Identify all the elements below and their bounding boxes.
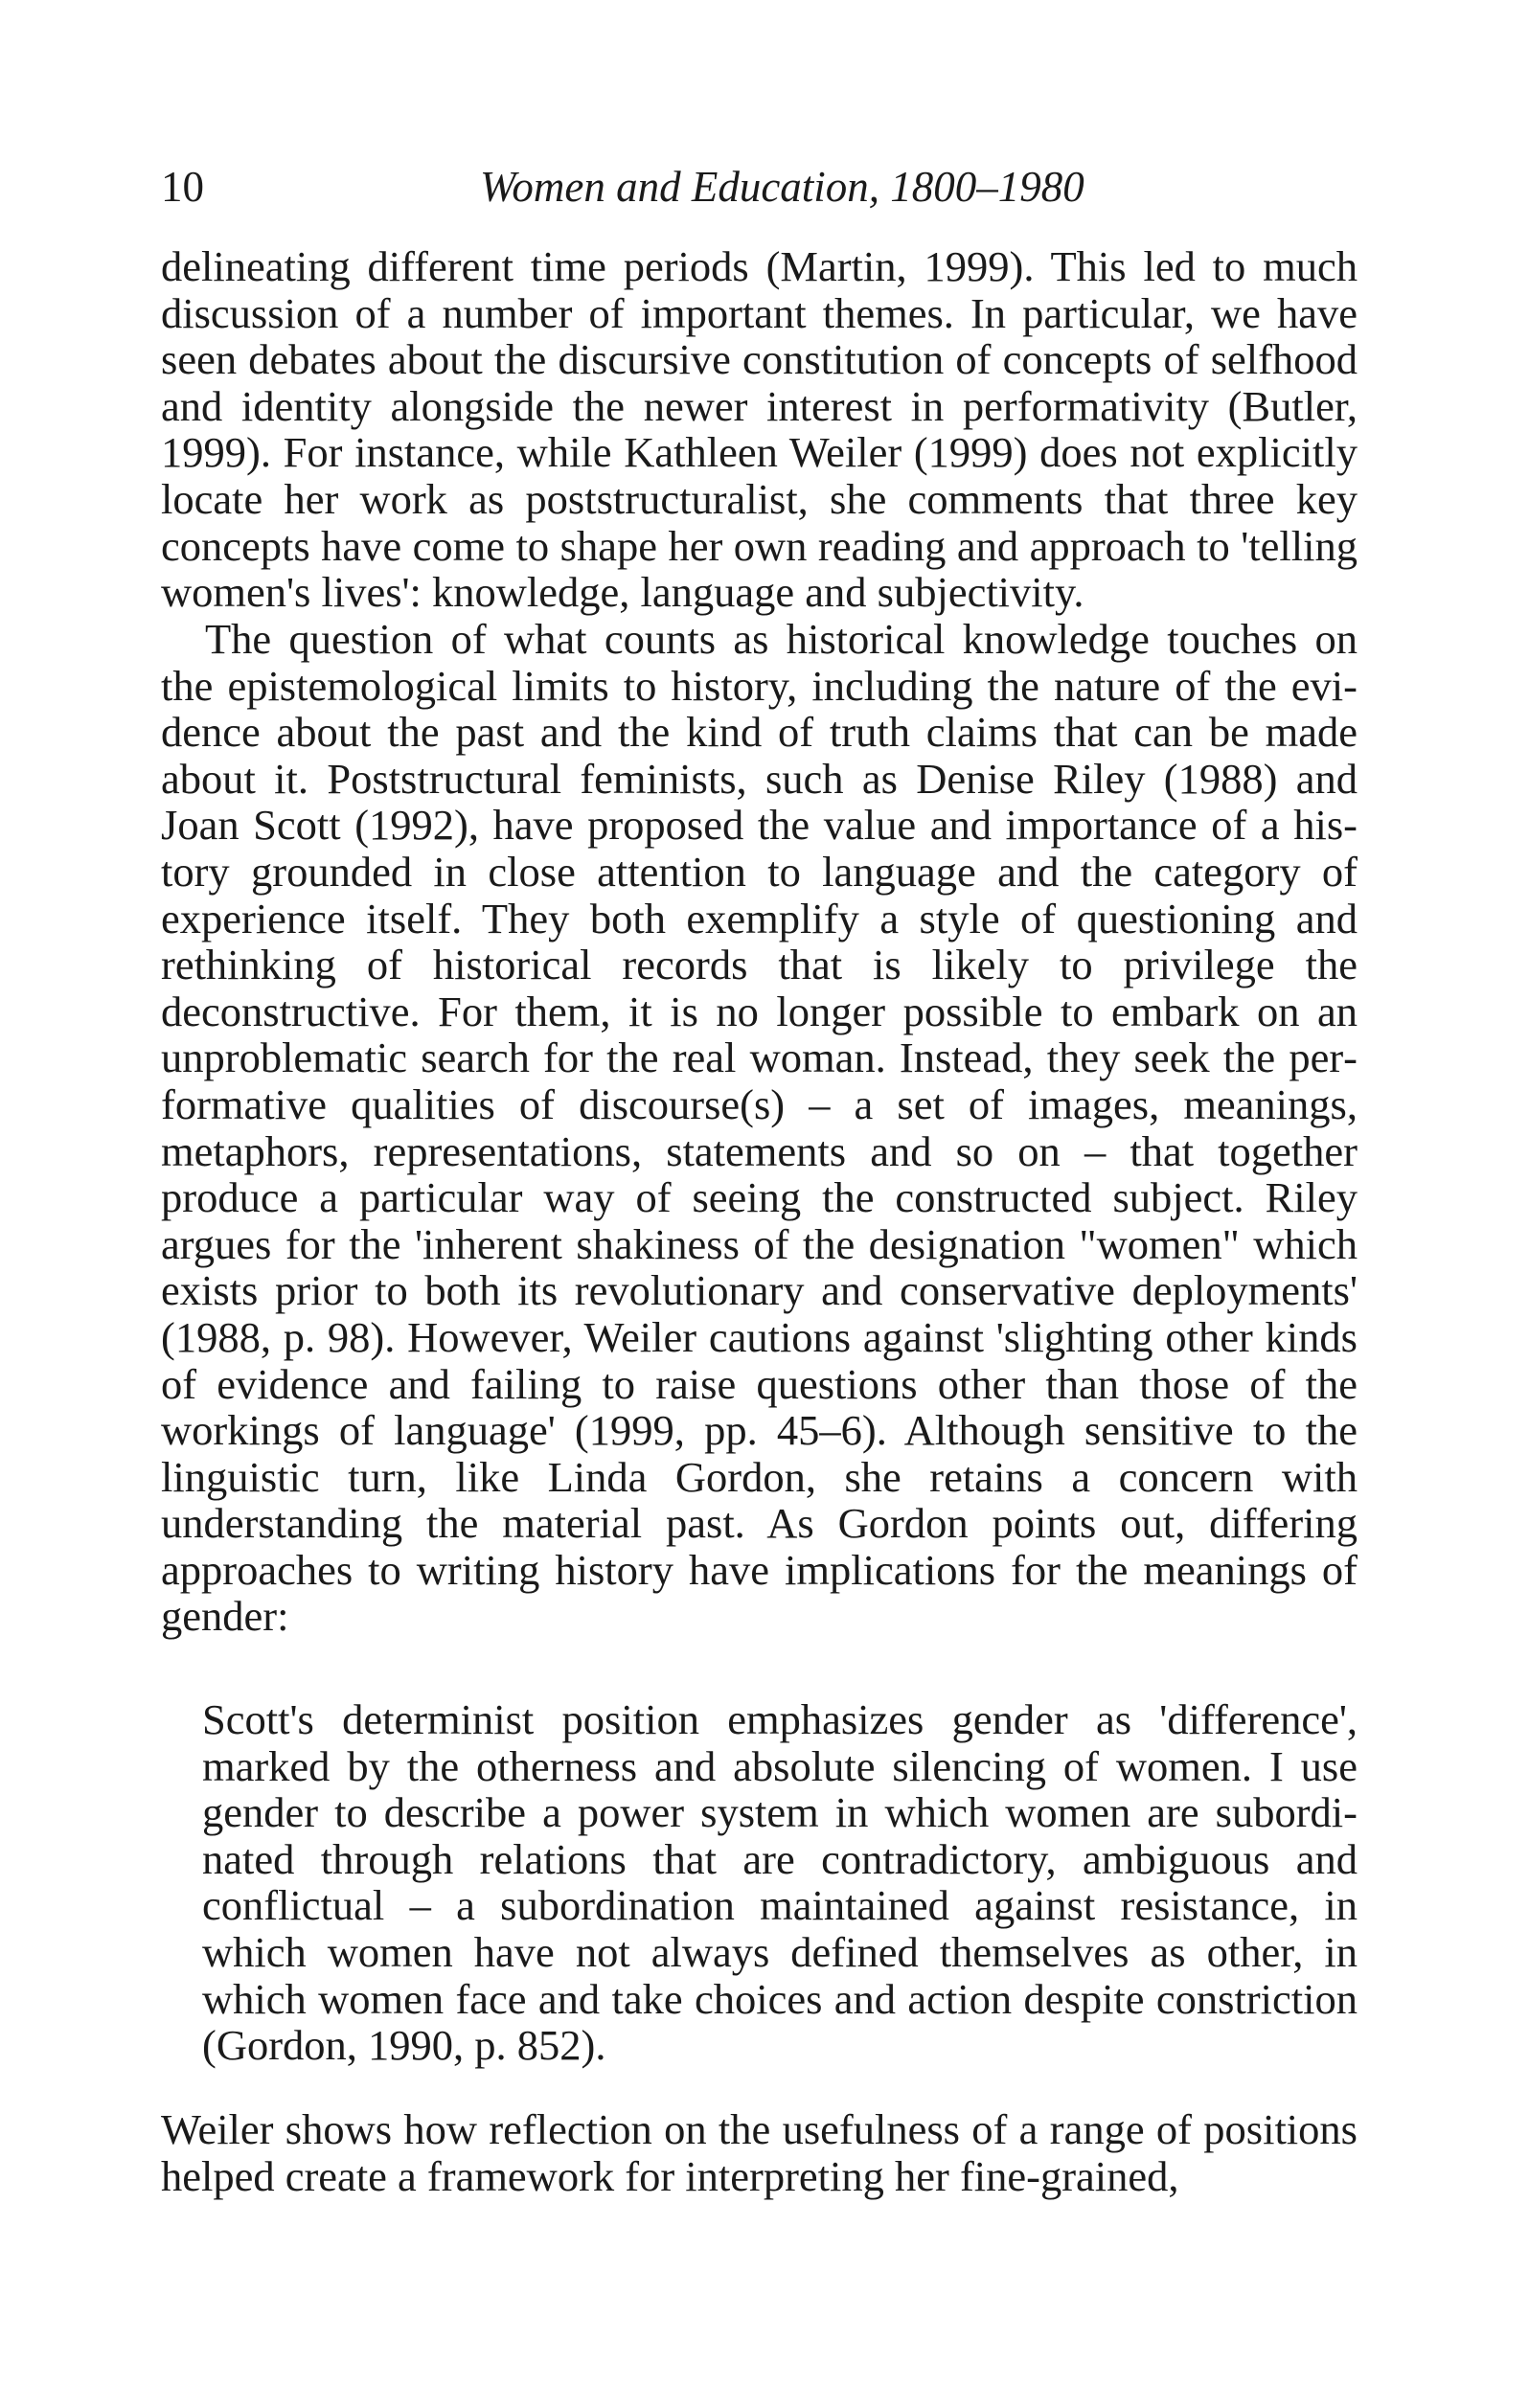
paragraph-3-text: Weiler shows how reflection on the usefulness of a range of positions helped create a framework for interpreting her fine-grained, <box>161 2105 1358 2200</box>
paragraph-2-text: The question of what counts as historical knowledge touches on the epistemological limits to history, including the nature of the evidence about the past and the kind of truth claims that can be made about it. Poststructural feminists, such as Denise Riley (1988) and Joan Scott (1992), have proposed the value and importance of a history grounded in close attention to language and the category of experience itself. They both exemplify a style of questioning and rethinking of historical records that is likely to privilege the deconstructive. For them, it is no longer possible to embark on an unproblematic search for the real woman. Instead, they seek the performative qualities of discourse(s) – a set of images, meanings, metaphors, representations, statements and so on – that together produce a particular way of seeing the constructed subject. Riley argues for the 'inherent shakiness of the designation "women" which exists prior to both its revolutionary and conservative deployments' (1988, p. 98). However, Weiler cautions against 'slighting other kinds of evidence and failing to raise questions other than those of the workings of language' (1999, pp. 45–6). Although sensitive to the linguistic turn, like Linda Gordon, she retains a concern with understanding the material past. As Gordon points out, differing approaches to writing history have implications for the meanings of gender: <box>161 615 1358 1641</box>
running-head <box>161 158 1368 216</box>
paragraph-3 <box>161 2106 1358 2199</box>
running-title: Women and Education, 1800–1980 <box>480 163 1084 211</box>
paragraph-2 <box>161 616 1358 1640</box>
block-quote: Scott's determinist position emphasizes gender as 'difference', marked by the otherness and absolute silencing of women. I use gender to describe a power system in which women are subordinated through relations that are contradictory, ambiguous and conflictual – a subordination maintained against resistance, in which women have not always defined themselves as other, in which women face and take choices and action despite constriction (Gordon, 1990, p. 852). <box>202 1695 1358 2070</box>
paragraph-1 <box>161 243 1358 616</box>
page-number: 10 <box>161 163 204 211</box>
paragraph-1-text: delineating different time periods (Martin, 1999). This led to much discussion of a number of important themes. In particular, we have seen debates about the discursive constitution of concepts of selfhood and identity alongside the newer interest in performativity (Butler, 1999). For instance, while Kathleen Weiler (1999) does not explicitly locate her work as poststructuralist, she comments that three key concepts have come to shape her own reading and approach to 'telling women's lives': knowledge, language and subjectivity. <box>161 242 1358 617</box>
